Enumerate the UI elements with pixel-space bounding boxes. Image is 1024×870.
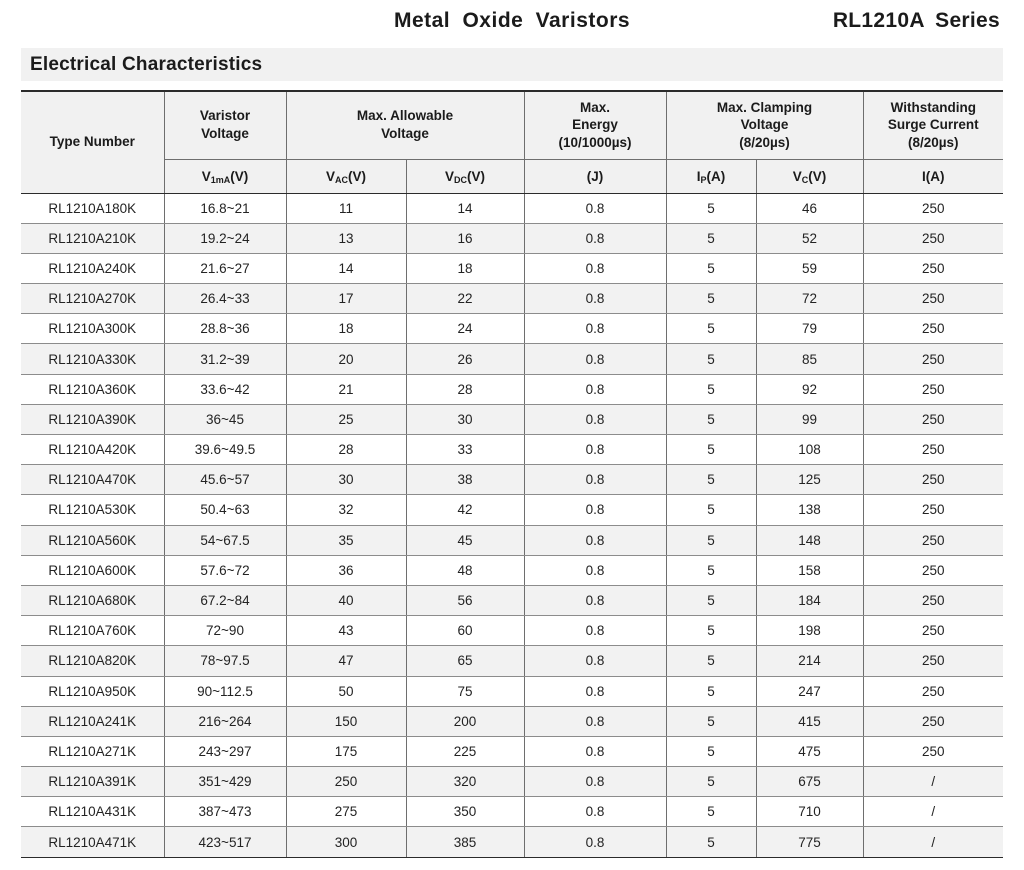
cell-vdc: 14 — [406, 193, 524, 223]
cell-surge-current: / — [863, 767, 1003, 797]
cell-ip: 5 — [666, 495, 756, 525]
cell-surge-current: 250 — [863, 284, 1003, 314]
col-header-withstanding-surge-current — [863, 91, 1003, 159]
cell-ip: 5 — [666, 404, 756, 434]
table-row — [21, 193, 1003, 223]
max-clamping-line1: Max. Clamping — [716, 99, 813, 115]
cell-vdc: 320 — [406, 767, 524, 797]
cell-ip: 5 — [666, 676, 756, 706]
cell-vc: 85 — [756, 344, 863, 374]
cell-energy: 0.8 — [524, 555, 666, 585]
cell-vc: 247 — [756, 676, 863, 706]
col-header-type-number: Type Number — [21, 91, 164, 193]
table-row — [21, 223, 1003, 253]
unit-header-vdc — [406, 159, 524, 193]
cell-type-number: RL1210A950K — [21, 676, 164, 706]
v1ma-subscript: 1mA — [210, 174, 231, 185]
cell-type-number: RL1210A390K — [21, 404, 164, 434]
col-header-max-allowable-voltage — [286, 91, 524, 159]
cell-vc: 775 — [756, 827, 863, 857]
cell-type-number: RL1210A431K — [21, 797, 164, 827]
table-row — [21, 616, 1003, 646]
unit-header-vac — [286, 159, 406, 193]
cell-v1ma: 54~67.5 — [164, 525, 286, 555]
cell-surge-current: 250 — [863, 585, 1003, 615]
cell-v1ma: 16.8~21 — [164, 193, 286, 223]
table-row — [21, 767, 1003, 797]
cell-vc: 710 — [756, 797, 863, 827]
cell-ip: 5 — [666, 525, 756, 555]
cell-v1ma: 31.2~39 — [164, 344, 286, 374]
max-clamping-line2: Voltage — [740, 117, 789, 133]
cell-vdc: 48 — [406, 555, 524, 585]
cell-vac: 20 — [286, 344, 406, 374]
cell-surge-current: 250 — [863, 193, 1003, 223]
cell-v1ma: 28.8~36 — [164, 314, 286, 344]
cell-ip: 5 — [666, 284, 756, 314]
cell-ip: 5 — [666, 223, 756, 253]
cell-vc: 46 — [756, 193, 863, 223]
cell-surge-current: 250 — [863, 344, 1003, 374]
vdc-subscript: DC — [454, 174, 467, 185]
table-body — [21, 193, 1003, 857]
cell-type-number: RL1210A271K — [21, 736, 164, 766]
table-row — [21, 404, 1003, 434]
cell-ip: 5 — [666, 344, 756, 374]
cell-v1ma: 39.6~49.5 — [164, 435, 286, 465]
max-allowable-line2: Voltage — [381, 126, 429, 142]
document-title: Metal Oxide Varistors — [393, 9, 631, 32]
cell-v1ma: 50.4~63 — [164, 495, 286, 525]
cell-vdc: 38 — [406, 465, 524, 495]
table-row — [21, 435, 1003, 465]
cell-ip: 5 — [666, 646, 756, 676]
varistor-voltage-line2: Voltage — [201, 126, 249, 142]
cell-surge-current: 250 — [863, 555, 1003, 585]
table-row — [21, 797, 1003, 827]
cell-vc: 125 — [756, 465, 863, 495]
cell-vdc: 225 — [406, 736, 524, 766]
unit-header-v1ma — [164, 159, 286, 193]
ip-subscript: P — [700, 174, 707, 185]
cell-v1ma: 78~97.5 — [164, 646, 286, 676]
cell-ip: 5 — [666, 767, 756, 797]
spec-table-container — [21, 90, 1003, 858]
cell-v1ma: 45.6~57 — [164, 465, 286, 495]
max-clamping-line3: (8/20µs) — [739, 135, 790, 151]
unit-header-energy: (J) — [524, 159, 666, 193]
cell-energy: 0.8 — [524, 646, 666, 676]
cell-energy: 0.8 — [524, 827, 666, 857]
cell-surge-current: 250 — [863, 404, 1003, 434]
vc-subscript: C — [801, 174, 809, 185]
cell-ip: 5 — [666, 706, 756, 736]
cell-vdc: 18 — [406, 253, 524, 283]
cell-vac: 28 — [286, 435, 406, 465]
cell-v1ma: 423~517 — [164, 827, 286, 857]
cell-vc: 415 — [756, 706, 863, 736]
ip-unit: (A) — [706, 168, 726, 184]
table-row — [21, 585, 1003, 615]
section-title: Electrical Characteristics — [30, 53, 263, 75]
cell-surge-current: 250 — [863, 435, 1003, 465]
cell-vc: 99 — [756, 404, 863, 434]
cell-surge-current: / — [863, 797, 1003, 827]
cell-vac: 14 — [286, 253, 406, 283]
cell-vac: 17 — [286, 284, 406, 314]
vac-unit: (V) — [348, 168, 366, 184]
cell-ip: 5 — [666, 616, 756, 646]
cell-type-number: RL1210A360K — [21, 374, 164, 404]
max-allowable-line1: Max. Allowable — [356, 108, 454, 124]
col-header-varistor-voltage — [164, 91, 286, 159]
cell-surge-current: / — [863, 827, 1003, 857]
cell-energy: 0.8 — [524, 616, 666, 646]
table-row — [21, 736, 1003, 766]
cell-vc: 475 — [756, 736, 863, 766]
cell-energy: 0.8 — [524, 344, 666, 374]
cell-vac: 40 — [286, 585, 406, 615]
cell-v1ma: 243~297 — [164, 736, 286, 766]
cell-ip: 5 — [666, 736, 756, 766]
cell-vc: 79 — [756, 314, 863, 344]
max-energy-line2: Energy — [572, 117, 618, 133]
cell-vac: 25 — [286, 404, 406, 434]
table-row — [21, 374, 1003, 404]
table-row — [21, 706, 1003, 736]
cell-vac: 35 — [286, 525, 406, 555]
cell-surge-current: 250 — [863, 706, 1003, 736]
table-row — [21, 284, 1003, 314]
cell-type-number: RL1210A471K — [21, 827, 164, 857]
cell-surge-current: 250 — [863, 525, 1003, 555]
cell-type-number: RL1210A530K — [21, 495, 164, 525]
cell-energy: 0.8 — [524, 736, 666, 766]
cell-vc: 92 — [756, 374, 863, 404]
cell-vac: 18 — [286, 314, 406, 344]
cell-energy: 0.8 — [524, 676, 666, 706]
cell-v1ma: 216~264 — [164, 706, 286, 736]
header-row-units — [21, 159, 1003, 193]
cell-ip: 5 — [666, 555, 756, 585]
page-header — [0, 0, 1024, 42]
cell-vdc: 26 — [406, 344, 524, 374]
col-header-max-clamping-voltage — [666, 91, 863, 159]
cell-vdc: 56 — [406, 585, 524, 615]
cell-vdc: 33 — [406, 435, 524, 465]
cell-v1ma: 90~112.5 — [164, 676, 286, 706]
withstanding-line3: (8/20µs) — [907, 135, 959, 151]
vac-symbol: V — [325, 168, 335, 184]
cell-vac: 43 — [286, 616, 406, 646]
vc-unit: (V) — [808, 168, 827, 184]
v1ma-unit: (V) — [230, 168, 249, 184]
table-row — [21, 253, 1003, 283]
electrical-characteristics-table — [21, 90, 1003, 858]
cell-energy: 0.8 — [524, 767, 666, 797]
cell-vc: 184 — [756, 585, 863, 615]
table-row — [21, 555, 1003, 585]
max-energy-line1: Max. — [579, 99, 610, 115]
cell-vc: 59 — [756, 253, 863, 283]
cell-v1ma: 26.4~33 — [164, 284, 286, 314]
cell-vac: 11 — [286, 193, 406, 223]
cell-vac: 275 — [286, 797, 406, 827]
cell-type-number: RL1210A240K — [21, 253, 164, 283]
cell-vdc: 16 — [406, 223, 524, 253]
cell-vac: 150 — [286, 706, 406, 736]
cell-type-number: RL1210A420K — [21, 435, 164, 465]
cell-v1ma: 57.6~72 — [164, 555, 286, 585]
cell-vdc: 24 — [406, 314, 524, 344]
cell-type-number: RL1210A210K — [21, 223, 164, 253]
cell-vac: 13 — [286, 223, 406, 253]
cell-surge-current: 250 — [863, 223, 1003, 253]
cell-type-number: RL1210A180K — [21, 193, 164, 223]
cell-ip: 5 — [666, 314, 756, 344]
cell-vac: 300 — [286, 827, 406, 857]
table-row — [21, 646, 1003, 676]
cell-vdc: 22 — [406, 284, 524, 314]
withstanding-line1: Withstanding — [890, 99, 976, 115]
cell-energy: 0.8 — [524, 374, 666, 404]
cell-energy: 0.8 — [524, 404, 666, 434]
cell-v1ma: 67.2~84 — [164, 585, 286, 615]
cell-vc: 108 — [756, 435, 863, 465]
cell-v1ma: 387~473 — [164, 797, 286, 827]
col-header-max-energy — [524, 91, 666, 159]
cell-type-number: RL1210A330K — [21, 344, 164, 374]
cell-type-number: RL1210A560K — [21, 525, 164, 555]
cell-type-number: RL1210A470K — [21, 465, 164, 495]
cell-ip: 5 — [666, 797, 756, 827]
cell-surge-current: 250 — [863, 374, 1003, 404]
cell-vac: 250 — [286, 767, 406, 797]
cell-ip: 5 — [666, 585, 756, 615]
vdc-symbol: V — [444, 168, 454, 184]
cell-energy: 0.8 — [524, 314, 666, 344]
unit-header-vc — [756, 159, 863, 193]
cell-v1ma: 33.6~42 — [164, 374, 286, 404]
cell-surge-current: 250 — [863, 676, 1003, 706]
cell-type-number: RL1210A600K — [21, 555, 164, 585]
cell-vc: 214 — [756, 646, 863, 676]
cell-vac: 30 — [286, 465, 406, 495]
cell-ip: 5 — [666, 253, 756, 283]
cell-vc: 198 — [756, 616, 863, 646]
cell-ip: 5 — [666, 374, 756, 404]
unit-header-surge-current: I(A) — [863, 159, 1003, 193]
cell-vc: 72 — [756, 284, 863, 314]
cell-vdc: 42 — [406, 495, 524, 525]
vc-symbol: V — [792, 168, 802, 184]
cell-surge-current: 250 — [863, 495, 1003, 525]
cell-type-number: RL1210A241K — [21, 706, 164, 736]
cell-type-number: RL1210A300K — [21, 314, 164, 344]
cell-vc: 138 — [756, 495, 863, 525]
unit-header-ip — [666, 159, 756, 193]
cell-vc: 148 — [756, 525, 863, 555]
cell-type-number: RL1210A760K — [21, 616, 164, 646]
cell-vdc: 45 — [406, 525, 524, 555]
cell-surge-current: 250 — [863, 646, 1003, 676]
table-row — [21, 344, 1003, 374]
cell-type-number: RL1210A270K — [21, 284, 164, 314]
cell-surge-current: 250 — [863, 314, 1003, 344]
max-energy-line3: (10/1000µs) — [558, 135, 632, 151]
cell-energy: 0.8 — [524, 706, 666, 736]
cell-surge-current: 250 — [863, 465, 1003, 495]
cell-vac: 32 — [286, 495, 406, 525]
cell-energy: 0.8 — [524, 525, 666, 555]
vac-subscript: AC — [335, 174, 348, 185]
series-label: RL1210A Series — [832, 9, 1000, 32]
cell-ip: 5 — [666, 435, 756, 465]
cell-energy: 0.8 — [524, 435, 666, 465]
table-row — [21, 676, 1003, 706]
cell-energy: 0.8 — [524, 223, 666, 253]
cell-v1ma: 351~429 — [164, 767, 286, 797]
section-header-band — [21, 48, 1003, 81]
cell-vc: 52 — [756, 223, 863, 253]
table-row — [21, 465, 1003, 495]
cell-vdc: 60 — [406, 616, 524, 646]
cell-ip: 5 — [666, 827, 756, 857]
cell-ip: 5 — [666, 465, 756, 495]
table-head — [21, 91, 1003, 193]
cell-surge-current: 250 — [863, 253, 1003, 283]
cell-type-number: RL1210A680K — [21, 585, 164, 615]
cell-vdc: 65 — [406, 646, 524, 676]
cell-vdc: 28 — [406, 374, 524, 404]
cell-surge-current: 250 — [863, 616, 1003, 646]
cell-energy: 0.8 — [524, 253, 666, 283]
cell-v1ma: 21.6~27 — [164, 253, 286, 283]
cell-vac: 21 — [286, 374, 406, 404]
cell-energy: 0.8 — [524, 284, 666, 314]
cell-type-number: RL1210A391K — [21, 767, 164, 797]
cell-ip: 5 — [666, 193, 756, 223]
cell-v1ma: 19.2~24 — [164, 223, 286, 253]
cell-energy: 0.8 — [524, 495, 666, 525]
vdc-unit: (V) — [467, 168, 485, 184]
v1ma-symbol: V — [201, 168, 211, 184]
cell-surge-current: 250 — [863, 736, 1003, 766]
table-row — [21, 495, 1003, 525]
withstanding-line2: Surge Current — [887, 117, 979, 133]
cell-vdc: 200 — [406, 706, 524, 736]
cell-energy: 0.8 — [524, 193, 666, 223]
cell-vdc: 30 — [406, 404, 524, 434]
header-row-group — [21, 91, 1003, 159]
cell-vac: 47 — [286, 646, 406, 676]
cell-v1ma: 36~45 — [164, 404, 286, 434]
cell-energy: 0.8 — [524, 797, 666, 827]
cell-vdc: 75 — [406, 676, 524, 706]
cell-v1ma: 72~90 — [164, 616, 286, 646]
cell-type-number: RL1210A820K — [21, 646, 164, 676]
cell-vac: 36 — [286, 555, 406, 585]
cell-energy: 0.8 — [524, 585, 666, 615]
table-row — [21, 525, 1003, 555]
table-row — [21, 314, 1003, 344]
cell-vdc: 385 — [406, 827, 524, 857]
varistor-voltage-line1: Varistor — [199, 108, 251, 124]
cell-vdc: 350 — [406, 797, 524, 827]
cell-vc: 675 — [756, 767, 863, 797]
cell-vc: 158 — [756, 555, 863, 585]
table-row — [21, 827, 1003, 857]
cell-vac: 50 — [286, 676, 406, 706]
cell-energy: 0.8 — [524, 465, 666, 495]
cell-vac: 175 — [286, 736, 406, 766]
ip-symbol: I — [696, 168, 701, 184]
